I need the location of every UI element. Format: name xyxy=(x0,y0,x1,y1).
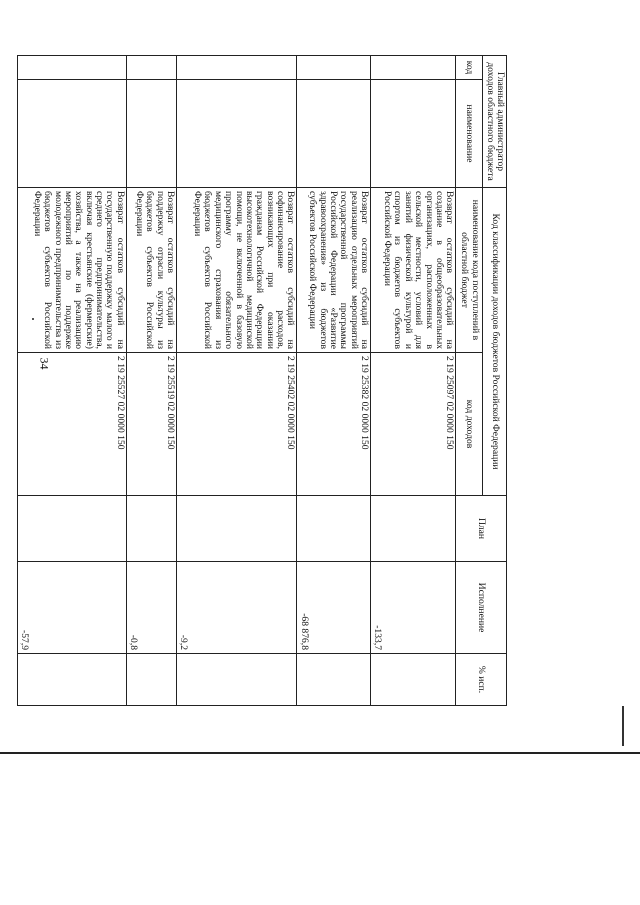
table-row xyxy=(18,56,127,706)
execution-cell: -57,9 xyxy=(18,562,127,654)
percent-header: % исп. xyxy=(456,654,507,706)
plan-cell xyxy=(370,496,455,562)
percent-cell xyxy=(126,654,176,706)
percent-cell xyxy=(176,654,296,706)
income-code-cell: 2 19 25097 02 0000 150 xyxy=(370,353,455,496)
admin-name-header: наименование xyxy=(456,80,483,188)
income-code-cell: 2 19 25519 02 0000 150 xyxy=(126,353,176,496)
admin-name-cell xyxy=(370,80,455,188)
percent-cell xyxy=(370,654,455,706)
income-name-cell: Возврат остатков субсидий на софинансирование расходов, возникающих при оказании гражданам Российской Федерации высокотехнологичной медицинской помощи, не включенной в базовую программу обязательного медицинского страхования из бюджетов субъектов Российской Федерации xyxy=(176,188,296,353)
budget-group-header: Код классификации доходов бюджетов Российской Федерации xyxy=(483,188,507,496)
execution-header: Исполнение xyxy=(456,562,507,654)
plan-cell xyxy=(176,496,296,562)
admin-group-header: Главный администратор доходов областного бюджета xyxy=(483,56,507,188)
table-row xyxy=(370,56,455,706)
income-name-cell: Возврат остатков субсидий на государственную поддержку малого и среднего предпринимательства, включая крестьянские (фермерские) хозяйства, а также на реализацию мероприятий по поддержке молодежного предпринимательства из бюджетов субъектов Российской Федерации xyxy=(18,188,127,353)
admin-code-cell xyxy=(126,56,176,80)
income-name-cell: Возврат остатков субсидий на реализацию отдельных мероприятий государственной программы Российской Федерации «Развитие здравоохранения» из бюджетов субъектов Российской Федерации xyxy=(297,188,371,353)
admin-code-header: код xyxy=(456,56,483,80)
income-code-cell: 2 19 25402 02 0000 150 xyxy=(176,353,296,496)
execution-cell: -133,7 xyxy=(370,562,455,654)
scan-right-edge-mark xyxy=(622,706,624,746)
revenue-table-rotated xyxy=(17,55,507,705)
income-code-header: код доходов xyxy=(456,353,483,496)
percent-cell xyxy=(297,654,371,706)
admin-code-cell xyxy=(18,56,127,80)
plan-cell xyxy=(18,496,127,562)
income-code-cell: 2 19 25382 02 0000 150 xyxy=(297,353,371,496)
execution-cell: -9,2 xyxy=(176,562,296,654)
table-row xyxy=(176,56,296,706)
income-code-cell: 2 19 25527 02 0000 150 xyxy=(18,353,127,496)
percent-cell xyxy=(18,654,127,706)
plan-cell xyxy=(126,496,176,562)
revenue-table xyxy=(17,55,507,706)
admin-name-cell xyxy=(176,80,296,188)
execution-cell: -0,8 xyxy=(126,562,176,654)
page-number: 34 xyxy=(37,357,52,370)
admin-code-cell xyxy=(370,56,455,80)
admin-name-cell xyxy=(297,80,371,188)
admin-code-cell xyxy=(297,56,371,80)
table-row xyxy=(126,56,176,706)
table-row xyxy=(297,56,371,706)
admin-name-cell xyxy=(126,80,176,188)
income-name-cell: Возврат остатков субсидий на поддержку отрасли культуры из бюджетов субъектов Российской Федерации xyxy=(126,188,176,353)
scan-bottom-edge xyxy=(0,752,640,754)
income-name-cell: Возврат остатков субсидий на создание в общеобразовательных организациях, расположенных в сельской местности, условий для занятий физической культурой и спортом из бюджетов субъектов Российской Федерации xyxy=(370,188,455,353)
execution-cell: -68 876,8 xyxy=(297,562,371,654)
plan-cell xyxy=(297,496,371,562)
admin-code-cell xyxy=(176,56,296,80)
income-name-header: наименование кода поступлений в областной бюджет xyxy=(456,188,483,353)
admin-name-cell xyxy=(18,80,127,188)
plan-header: План xyxy=(456,496,507,562)
